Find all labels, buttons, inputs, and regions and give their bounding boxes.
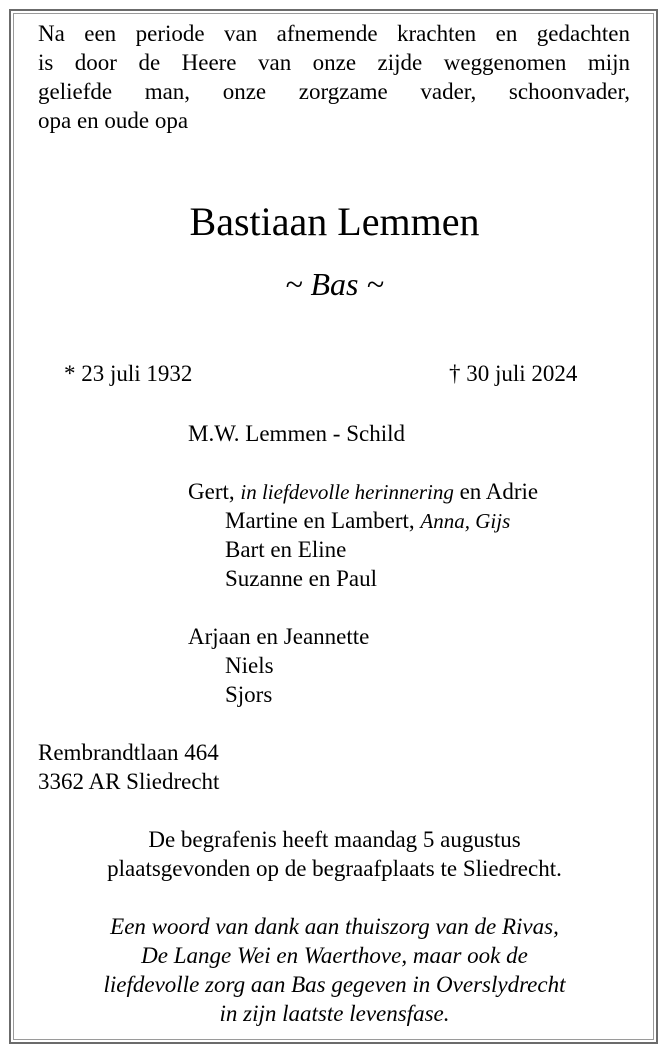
intro-line: Na een periode van afnemende krachten en gedachten [38, 21, 630, 46]
birth-date: * 23 juli 1932 [64, 361, 193, 386]
nickname-text: ~ Bas ~ [285, 266, 384, 302]
thanks-line: De Lange Wei en Waerthove, maar ook de [141, 943, 528, 968]
grandchild-niels: Niels [225, 653, 274, 678]
grandchild-bart: Bart en Eline [225, 537, 347, 562]
thanks-line: in zijn laatste levensfase. [219, 1001, 450, 1026]
thanks-line: Een woord van dank aan thuiszorg van de Rivas, [110, 914, 559, 939]
gert-name: Gert, [188, 479, 235, 504]
spouse-name: M.W. Lemmen - Schild [188, 421, 405, 446]
grandchild-suzanne: Suzanne en Paul [225, 566, 378, 591]
address-street: Rembrandtlaan 464 [38, 740, 219, 765]
nickname [0, 264, 669, 304]
grandchild-martine [225, 506, 510, 536]
funeral-line: De begrafenis heeft maandag 5 augustus [148, 827, 521, 852]
deceased-name: Bastiaan Lemmen [189, 199, 480, 244]
martine-names: Martine en Lambert, [225, 508, 415, 533]
intro-line: opa en oude opa [38, 108, 189, 133]
gert-partner: en Adrie [459, 479, 539, 504]
intro-line: geliefde man, onze zorgzame vader, schoonvader, [38, 79, 630, 104]
gert-memorial: in liefdevolle herinnering [240, 480, 454, 504]
child-arjaan: Arjaan en Jeannette [188, 624, 370, 649]
thanks-line: liefdevolle zorg aan Bas gegeven in Overslydrecht [103, 972, 566, 997]
intro-paragraph [38, 19, 630, 135]
child-gert [188, 477, 538, 507]
address-city: 3362 AR Sliedrecht [38, 769, 220, 794]
death-date: † 30 juli 2024 [449, 361, 578, 386]
funeral-line: plaatsgevonden op de begraafplaats te Sliedrecht. [107, 856, 562, 881]
grandchild-sjors: Sjors [225, 682, 273, 707]
intro-line: is door de Heere van onze zijde weggenomen mijn [38, 50, 630, 75]
great-grandchildren: Anna, Gijs [420, 509, 511, 533]
